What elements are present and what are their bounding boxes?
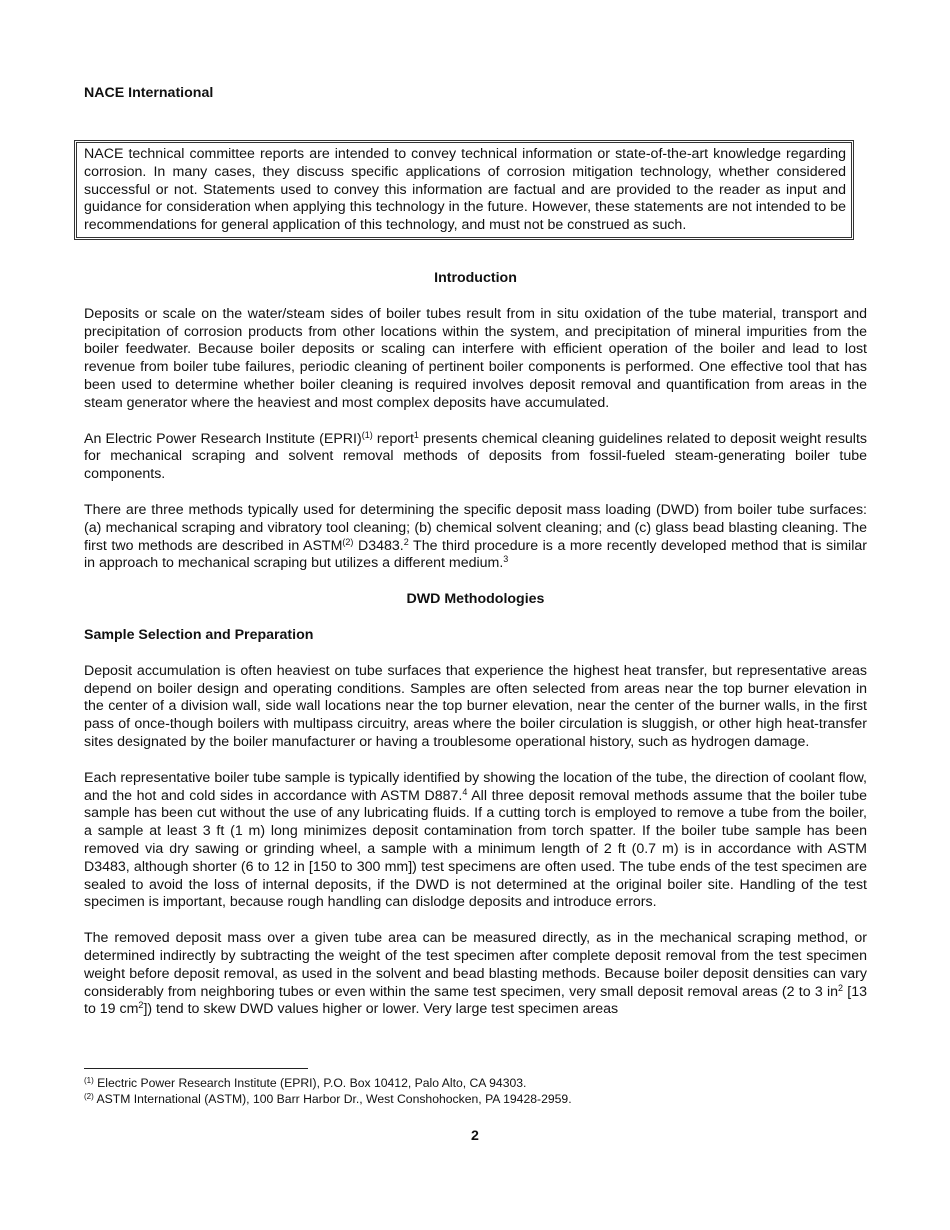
citation-ref: 2 bbox=[403, 536, 409, 547]
dwd-methodologies-heading: DWD Methodologies bbox=[406, 591, 545, 608]
page-number: 2 bbox=[471, 1128, 479, 1144]
text-run: There are three methods typically used for determining the specific deposit mass loading (DWD) from boiler tube surfaces: (a) mechanical scraping and vibratory tool cleaning; (b) chemical solvent cleaning; and (c) glass bead blasting cleaning. The first two methods are described in ASTM bbox=[84, 501, 867, 554]
citation-ref: 1 bbox=[413, 429, 419, 440]
disclaimer-box: NACE technical committee reports are intended to convey technical information or state-of-the-art knowledge regarding corrosion. In many cases, they discuss specific applications of corrosion mitigation technology, whether considered successful or not. Statements used to convey this information are factual and are provided to the reader as input and guidance for consideration when applying this technology in the future. However, these statements are not intended to be recommendations for general application of this technology, and must not be construed as such. bbox=[74, 140, 854, 240]
text-run: An Electric Power Research Institute (EPRI) bbox=[84, 430, 362, 447]
text-run: The third procedure is a more recently developed method that is similar in approach to mechanical scraping but utilizes a different medium. bbox=[84, 537, 867, 572]
citation-ref: 3 bbox=[503, 554, 509, 565]
main-content bbox=[84, 270, 867, 1037]
methods-paragraph-1: Deposit accumulation is often heaviest on tube surfaces that experience the highest heat transfer, but representative areas depend on boiler design and operating conditions. Samples are often selected from areas near the top burner elevation in the center of a division wall, side wall locations near the top burner elevation, near the center of the burner walls, in the first pass of once-though boilers with multipass circuitry, areas where the boiler circulation is sluggish, or other high heat-transfer sites designated by the boiler manufacturer or having a troublesome operational history, such as hydrogen damage. bbox=[84, 662, 867, 750]
intro-paragraph-2 bbox=[84, 431, 867, 484]
footnote-ref: (2) bbox=[342, 536, 354, 547]
footnote-text: Electric Power Research Institute (EPRI), P.O. Box 10412, Palo Alto, CA 94303. bbox=[93, 1076, 527, 1090]
text-run: report bbox=[372, 430, 414, 447]
text-run: presents chemical cleaning guidelines related to deposit weight results for mechanical scraping and solvent removal methods of deposits from fossil-fueled steam-generating boiler tube components. bbox=[84, 430, 867, 483]
footnote-mark: (2) bbox=[84, 1091, 94, 1101]
footnote-text: ASTM International (ASTM), 100 Barr Harbor Dr., West Conshohocken, PA 19428-2959. bbox=[93, 1091, 572, 1106]
introduction-heading: Introduction bbox=[434, 270, 517, 286]
footnote-mark: (1) bbox=[84, 1076, 94, 1085]
intro-paragraph-1: Deposits or scale on the water/steam sides of boiler tubes result from in situ oxidation of the tube material, transport and precipitation of corrosion products from other locations within the system, and precipitation of mineral impurities from the boiler feedwater. Because boiler deposits or scaling can interfere with efficient operation of the boiler and lead to lost revenue from boiler tube failures, periodic cleaning of pertinent boiler components is performed. One effective tool that has been used to determine whether boiler cleaning is required involves deposit removal and quantification from areas in the steam generator where the heaviest and most complex deposits have accumulated. bbox=[84, 305, 867, 411]
text-run: [13 to 19 cm bbox=[84, 983, 867, 1018]
footnote-divider bbox=[84, 1068, 308, 1069]
superscript: 2 bbox=[838, 982, 844, 993]
text-run: All three deposit removal methods assume that the boiler tube sample has been cut without the use of any lubricating fluids. If a cutting torch is employed to remove a tube from the boiler, a sample at least 3 ft (1 m) long minimizes deposit contamination from torch spatter. If the boiler tube sample has been removed via dry sawing or grinding wheel, a sample with a minimum length of 2 ft (0.7 m) is in accordance with ASTM D3483, although shorter (6 to 12 in [150 to 300 mm]) test specimens are often used. The tube ends of the test specimen are sealed to avoid the loss of internal deposits, if the DWD is not determined at the original boiler site. Handling of the test specimen is important, because rough handling can dislodge deposits and introduce errors. bbox=[84, 787, 867, 911]
superscript: 2 bbox=[138, 1000, 144, 1011]
organization-header: NACE International bbox=[84, 85, 214, 101]
footnote-2 bbox=[84, 1092, 572, 1108]
citation-ref: 4 bbox=[462, 786, 468, 797]
methods-paragraph-3 bbox=[84, 930, 867, 1019]
footnote-ref: (1) bbox=[361, 429, 373, 440]
methods-paragraph-2 bbox=[84, 770, 867, 912]
footnote-1 bbox=[84, 1076, 572, 1092]
text-run: ]) tend to skew DWD values higher or lower. Very large test specimen areas bbox=[143, 1001, 619, 1018]
text-run: Each representative boiler tube sample is typically identified by showing the location of the tube, the direction of coolant flow, and the hot and cold sides in accordance with ASTM D887. bbox=[84, 769, 867, 804]
text-run: The removed deposit mass over a given tube area can be measured directly, as in the mechanical scraping method, or determined indirectly by subtracting the weight of the test specimen after complete deposit removal from the test specimen weight before deposit removal, as used in the solvent and bead blasting methods. Because boiler deposit densities can vary considerably from neighboring tubes or even within the same test specimen, very small deposit removal areas (2 to 3 in bbox=[84, 930, 867, 1000]
intro-paragraph-3 bbox=[84, 502, 867, 573]
text-run: D3483. bbox=[353, 537, 404, 554]
sample-selection-subheading: Sample Selection and Preparation bbox=[84, 626, 314, 643]
footnotes bbox=[84, 1076, 572, 1107]
